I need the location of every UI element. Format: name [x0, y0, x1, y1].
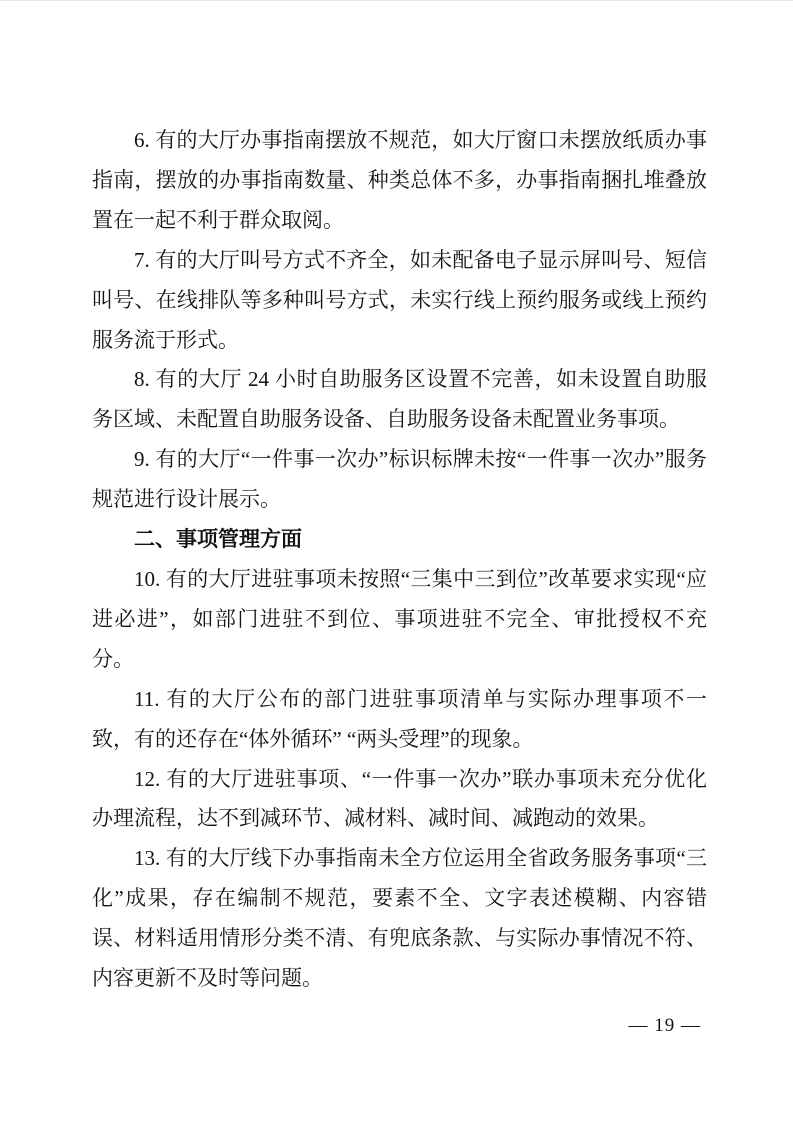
section-heading-item-management: 二、事项管理方面 — [134, 528, 302, 552]
paragraph-item-12: 12. 有的大厅进驻事项、“一件事一次办”联办事项未充分优化办理流程，达不到减环节、减材料、减时间、减跑动的效果。 — [92, 766, 707, 831]
paragraph-item-9: 9. 有的大厅“一件事一次办”标识标牌未按“一件事一次办”服务规范进行设计展示。 — [92, 447, 707, 512]
paragraph-item-10: 10. 有的大厅进驻事项未按照“三集中三到位”改革要求实现“应进必进”，如部门进驻不到位、事项进驻不完全、审批授权不充分。 — [92, 566, 707, 671]
page-number: — 19 — — [628, 1015, 701, 1036]
paragraph-item-8: 8. 有的大厅 24 小时自助服务区设置不完善，如未设置自助服务区域、未配置自助服务设备、自助服务设备未配置业务事项。 — [92, 367, 707, 432]
paragraph-item-7: 7. 有的大厅叫号方式不齐全，如未配备电子显示屏叫号、短信叫号、在线排队等多种叫号方式，未实行线上预约服务或线上预约服务流于形式。 — [92, 247, 707, 352]
paragraph-item-11: 11. 有的大厅公布的部门进驻事项清单与实际办理事项不一致，有的还存在“体外循环” “两头受理”的现象。 — [92, 686, 707, 751]
paragraph-item-6: 6. 有的大厅办事指南摆放不规范，如大厅窗口未摆放纸质办事指南，摆放的办事指南数量、种类总体不多，办事指南捆扎堆叠放置在一起不利于群众取阅。 — [92, 128, 707, 232]
paragraph-item-13: 13. 有的大厅线下办事指南未全方位运用全省政务服务事项“三化”成果，存在编制不规范，要素不全、文字表述模糊、内容错误、材料适用情形分类不清、有兜底条款、与实际办事情况不符、内容更新不及时等问题。 — [92, 846, 707, 991]
